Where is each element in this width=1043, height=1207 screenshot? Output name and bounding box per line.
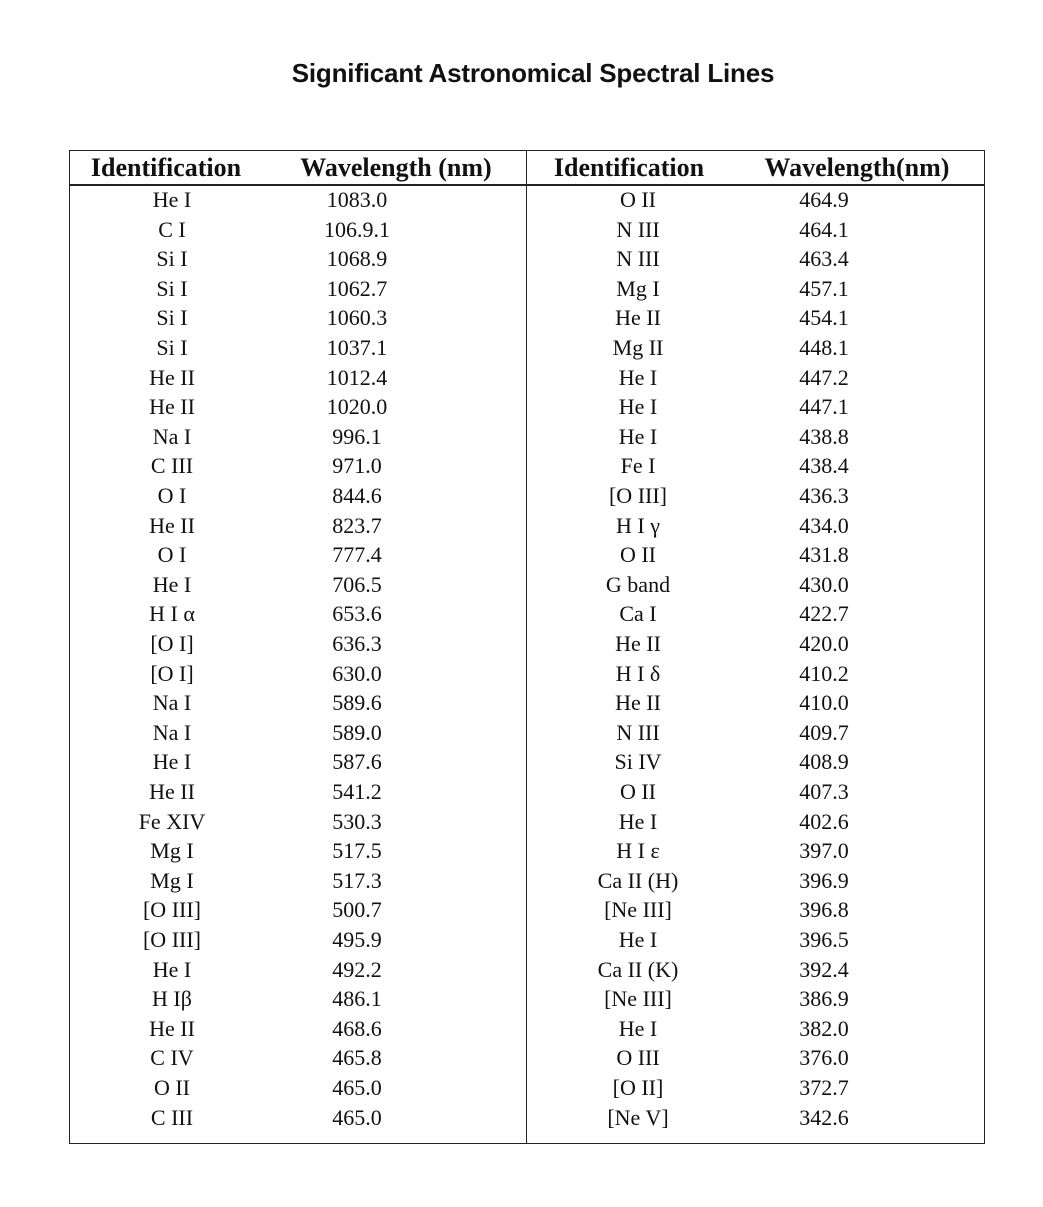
right-row-identification: [O II] (612, 1075, 664, 1100)
right-row-wavelength: 407.3 (799, 779, 849, 804)
right-row-identification: Fe I (620, 453, 656, 479)
right-row-identification: O II (619, 542, 657, 568)
left-row-identification: He I (152, 571, 192, 597)
left-row-identification: O I (157, 542, 187, 568)
right-row-wavelength: 376.0 (799, 1045, 849, 1071)
right-row-identification: Si IV (614, 749, 662, 775)
left-row-identification: C III (150, 453, 194, 479)
column-divider (526, 150, 527, 1144)
left-row-identification: C III (150, 1104, 194, 1130)
right-row-wavelength: 382.0 (799, 1015, 849, 1041)
left-row-identification: [O III] (142, 897, 202, 923)
right-row-wavelength: 436.3 (799, 483, 849, 508)
left-row-identification: He I (152, 187, 192, 212)
right-row-wavelength: 464.9 (799, 187, 849, 212)
right-row-identification: He II (615, 690, 661, 716)
left-row-identification: Si I (156, 305, 188, 331)
left-row-wavelength: 777.4 (332, 542, 382, 568)
left-row-identification: C IV (150, 1045, 194, 1071)
right-row-wavelength: 397.0 (799, 838, 849, 864)
left-row-identification: Mg I (150, 838, 194, 864)
left-row-wavelength: 465.0 (332, 1075, 382, 1100)
left-row-wavelength: 517.5 (332, 838, 382, 864)
left-row-wavelength: 465.0 (332, 1104, 382, 1130)
left-row-wavelength: 500.7 (332, 897, 382, 923)
left-row-wavelength: 589.6 (332, 690, 382, 716)
left-row-identification: He II (149, 512, 195, 538)
right-row-identification: [Ne III] (604, 986, 672, 1012)
left-row-wavelength: 530.3 (332, 808, 382, 834)
left-row-identification: Na I (152, 423, 192, 449)
right-row-wavelength: 396.8 (799, 897, 849, 923)
right-row-wavelength: 464.1 (799, 216, 849, 242)
left-row-identification: O I (157, 483, 187, 508)
left-row-identification: Si I (156, 335, 188, 360)
right-row-identification: [O III] (608, 483, 668, 508)
left-row-identification: He I (152, 749, 192, 775)
left-row-identification: [O I] (150, 660, 194, 686)
right-row-wavelength: 410.2 (799, 660, 849, 686)
right-row-identification: Ca I (619, 601, 657, 627)
right-row-identification: He I (618, 394, 658, 420)
right-row-identification: He I (618, 808, 658, 834)
left-row-wavelength: 706.5 (332, 571, 382, 597)
right-row-wavelength: 420.0 (799, 631, 849, 656)
right-row-identification: He I (618, 927, 658, 952)
left-row-wavelength: 653.6 (332, 601, 382, 627)
header-right-wavelength: Wavelength(nm) (764, 153, 950, 182)
right-row-identification: H I γ (616, 512, 660, 538)
left-row-identification: He II (149, 364, 195, 390)
left-row-identification: C I (158, 216, 186, 242)
right-row-wavelength: 386.9 (799, 986, 849, 1012)
left-row-wavelength: 468.6 (332, 1015, 382, 1041)
header-right-identification: Identification (553, 153, 705, 182)
right-row-wavelength: 430.0 (799, 571, 849, 597)
right-row-identification: H I δ (615, 660, 661, 686)
left-row-wavelength: 486.1 (332, 986, 382, 1012)
right-row-identification: G band (605, 571, 671, 597)
left-row-identification: H Iβ (152, 986, 192, 1012)
right-row-wavelength: 392.4 (799, 956, 849, 982)
left-row-wavelength: 106.9.1 (324, 216, 390, 242)
left-row-wavelength: 587.6 (332, 749, 382, 775)
left-row-identification: H I α (149, 601, 195, 627)
right-row-identification: N III (616, 719, 660, 745)
right-row-wavelength: 372.7 (799, 1075, 849, 1100)
right-row-wavelength: 454.1 (799, 305, 849, 331)
left-row-identification: He II (149, 1015, 195, 1041)
right-row-identification: Ca II (K) (597, 956, 679, 982)
left-row-identification: He I (152, 956, 192, 982)
right-row-identification: Mg II (612, 335, 664, 360)
right-row-identification: He II (615, 305, 661, 331)
right-row-wavelength: 422.7 (799, 601, 849, 627)
right-row-wavelength: 402.6 (799, 808, 849, 834)
right-row-identification: [Ne V] (607, 1104, 669, 1130)
left-row-wavelength: 1012.4 (326, 364, 388, 390)
right-row-identification: He I (618, 364, 658, 390)
right-row-wavelength: 396.5 (799, 927, 849, 952)
left-row-wavelength: 844.6 (332, 483, 382, 508)
left-row-identification: O II (153, 1075, 191, 1100)
left-row-identification: Mg I (150, 867, 194, 893)
right-row-identification: Ca II (H) (597, 867, 679, 893)
right-row-identification: [Ne III] (604, 897, 672, 923)
right-row-wavelength: 438.8 (799, 423, 849, 449)
right-row-wavelength: 438.4 (799, 453, 849, 479)
right-row-wavelength: 448.1 (799, 335, 849, 360)
left-row-identification: Na I (152, 719, 192, 745)
left-row-wavelength: 1083.0 (326, 187, 388, 212)
right-row-identification: He I (618, 1015, 658, 1041)
left-row-identification: Na I (152, 690, 192, 716)
left-row-identification: [O III] (142, 927, 202, 952)
left-row-wavelength: 1060.3 (326, 305, 388, 331)
left-row-wavelength: 971.0 (332, 453, 382, 479)
right-row-wavelength: 431.8 (799, 542, 849, 568)
left-row-wavelength: 1037.1 (326, 335, 388, 360)
left-row-identification: Si I (156, 246, 188, 272)
page-title: Significant Astronomical Spectral Lines (291, 58, 775, 88)
right-row-identification: H I ε (616, 838, 660, 864)
left-row-identification: [O I] (150, 631, 194, 656)
left-row-wavelength: 1062.7 (326, 275, 388, 301)
left-row-wavelength: 465.8 (332, 1045, 382, 1071)
right-row-identification: N III (616, 246, 660, 272)
left-row-wavelength: 823.7 (332, 512, 382, 538)
right-row-wavelength: 457.1 (799, 275, 849, 301)
right-row-wavelength: 434.0 (799, 512, 849, 538)
left-row-wavelength: 636.3 (332, 631, 382, 656)
right-row-identification: O II (619, 779, 657, 804)
right-row-identification: O III (616, 1045, 660, 1071)
right-row-wavelength: 447.2 (799, 364, 849, 390)
right-row-identification: He I (618, 423, 658, 449)
left-row-identification: He II (149, 394, 195, 420)
right-row-identification: O II (619, 187, 657, 212)
left-row-wavelength: 541.2 (332, 779, 382, 804)
right-row-wavelength: 447.1 (799, 394, 849, 420)
left-row-wavelength: 517.3 (332, 867, 382, 893)
header-left-wavelength: Wavelength (nm) (300, 153, 492, 182)
left-row-wavelength: 1020.0 (326, 394, 388, 420)
left-row-wavelength: 630.0 (332, 660, 382, 686)
left-row-wavelength: 1068.9 (326, 246, 388, 272)
right-row-wavelength: 410.0 (799, 690, 849, 716)
left-row-identification: Fe XIV (138, 808, 206, 834)
left-row-identification: Si I (156, 275, 188, 301)
left-row-wavelength: 492.2 (332, 956, 382, 982)
left-row-identification: He II (149, 779, 195, 804)
right-row-wavelength: 408.9 (799, 749, 849, 775)
right-row-wavelength: 463.4 (799, 246, 849, 272)
right-row-wavelength: 342.6 (799, 1104, 849, 1130)
right-row-wavelength: 396.9 (799, 867, 849, 893)
left-row-wavelength: 495.9 (332, 927, 382, 952)
left-row-wavelength: 996.1 (332, 423, 382, 449)
right-row-identification: Mg I (616, 275, 660, 301)
right-row-identification: He II (615, 631, 661, 656)
right-row-identification: N III (616, 216, 660, 242)
right-row-wavelength: 409.7 (799, 719, 849, 745)
left-row-wavelength: 589.0 (332, 719, 382, 745)
header-left-identification: Identification (90, 153, 242, 182)
